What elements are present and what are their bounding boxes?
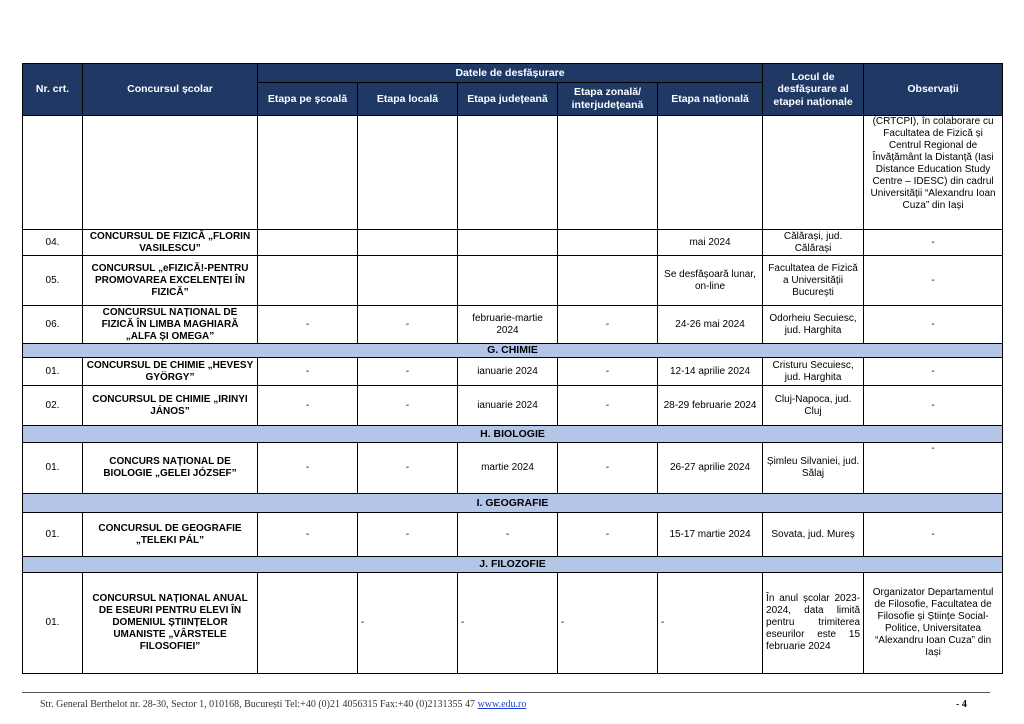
cell-name: CONCURSUL DE CHIMIE „IRINYI JÁNOS”	[83, 386, 258, 426]
cell-locala	[358, 230, 458, 256]
cell-scoala: -	[258, 443, 358, 494]
header-etapa-nationala: Etapa națională	[658, 83, 763, 116]
cell-zonala	[558, 116, 658, 230]
page-prefix: -	[956, 699, 962, 710]
cell-zonala: -	[558, 573, 658, 674]
cell-name: CONCURSUL NAȚIONAL ANUAL DE ESEURI PENTRU ELEVI ÎN DOMENIUL ȘTIINȚELOR UMANISTE „VÂRSTELE FILOSOFIEI”	[83, 573, 258, 674]
cell-scoala	[258, 573, 358, 674]
cell-scoala	[258, 230, 358, 256]
cell-locul: Cluj-Napoca, jud. Cluj	[763, 386, 864, 426]
cell-name: CONCURSUL „eFIZICĂ!-PENTRU PROMOVAREA EXCELENȚEI ÎN FIZICĂ”	[83, 256, 258, 306]
cell-nationala: 15-17 martie 2024	[658, 513, 763, 557]
header-etapa-zonala: Etapa zonală/ interjudețeană	[558, 83, 658, 116]
header-observatii: Observații	[864, 64, 1003, 116]
cell-nationala: 28-29 februarie 2024	[658, 386, 763, 426]
cell-locala: -	[358, 386, 458, 426]
cell-zonala: -	[558, 358, 658, 386]
cell-nr: 01.	[23, 573, 83, 674]
cell-nr	[23, 116, 83, 230]
cell-observatii: (CRTCPI), în colaborare cu Facultatea de Fizică și Centrul Regional de Învățământ la Distanță (Iasi Distance Education Study Centre – IDESC) din cadrul Universității “Alexandru Ioan Cuza” din Iași	[864, 116, 1003, 230]
table-row	[23, 386, 1003, 426]
cell-scoala: -	[258, 306, 358, 344]
table-row	[23, 230, 1003, 256]
cell-locul: Facultatea de Fizică a Universității București	[763, 256, 864, 306]
table-row	[23, 116, 1003, 230]
cell-locul: Cristuru Secuiesc, jud. Harghita	[763, 358, 864, 386]
cell-locala: -	[358, 358, 458, 386]
section-title: H. BIOLOGIE	[23, 426, 1003, 443]
section-header-filozofie	[23, 557, 1003, 573]
cell-locul: Odorheiu Secuiesc, jud. Harghita	[763, 306, 864, 344]
cell-nr: 01.	[23, 513, 83, 557]
cell-name: CONCURSUL DE FIZICĂ „FLORIN VASILESCU”	[83, 230, 258, 256]
cell-name: CONCURS NAȚIONAL DE BIOLOGIE „GELEI JÓZSEF”	[83, 443, 258, 494]
table-row	[23, 256, 1003, 306]
header-etapa-judeteana: Etapa județeană	[458, 83, 558, 116]
table-row	[23, 513, 1003, 557]
cell-nr: 02.	[23, 386, 83, 426]
header-etapa-scoala: Etapa pe școală	[258, 83, 358, 116]
footer-address-text: Str. General Berthelot nr. 28-30, Sector 1, 010168, București Tel:+40 (0)21 4056315 Fax:+40 (0)2131355 47	[40, 699, 476, 710]
cell-judeteana	[458, 256, 558, 306]
cell-zonala: -	[558, 306, 658, 344]
header-etapa-locala: Etapa locală	[358, 83, 458, 116]
header-datele: Datele de desfășurare	[258, 64, 763, 83]
cell-name: CONCURSUL DE CHIMIE „HEVESY GYÖRGY”	[83, 358, 258, 386]
cell-zonala: -	[558, 443, 658, 494]
footer-divider	[22, 692, 990, 693]
cell-judeteana: -	[458, 573, 558, 674]
cell-locala: -	[358, 443, 458, 494]
cell-nationala: mai 2024	[658, 230, 763, 256]
cell-locala: -	[358, 573, 458, 674]
cell-observatii: -	[864, 230, 1003, 256]
cell-nationala: Se desfășoară lunar, on-line	[658, 256, 763, 306]
section-title: J. FILOZOFIE	[23, 557, 1003, 573]
cell-scoala: -	[258, 358, 358, 386]
cell-nr: 01.	[23, 358, 83, 386]
cell-scoala: -	[258, 513, 358, 557]
cell-observatii: -	[864, 386, 1003, 426]
header-locul: Locul de desfășurare al etapei naționale	[763, 64, 864, 116]
cell-scoala	[258, 256, 358, 306]
cell-locul: În anul școlar 2023-2024, data limită pentru trimiterea eseurilor este 15 februarie 2024	[763, 573, 864, 674]
page-number-value: 4	[961, 699, 967, 710]
cell-nr: 06.	[23, 306, 83, 344]
cell-locul: Călărași, jud. Călărași	[763, 230, 864, 256]
cell-locul	[763, 116, 864, 230]
footer-address	[40, 699, 526, 710]
cell-nr: 05.	[23, 256, 83, 306]
header-concurs: Concursul școlar	[83, 64, 258, 116]
cell-observatii: -	[864, 306, 1003, 344]
cell-locul: Șimleu Silvaniei, jud. Sălaj	[763, 443, 864, 494]
cell-observatii: -	[864, 358, 1003, 386]
header-nr: Nr. crt.	[23, 64, 83, 116]
cell-observatii: -	[864, 513, 1003, 557]
cell-zonala: -	[558, 513, 658, 557]
cell-locala: -	[358, 306, 458, 344]
cell-scoala: -	[258, 386, 358, 426]
cell-observatii: Organizator Departamentul de Filosofie, Facultatea de Filosofie și Științe Social-Politice, Universitatea “Alexandru Ioan Cuza” din Iași	[864, 573, 1003, 674]
cell-locul: Sovata, jud. Mureș	[763, 513, 864, 557]
cell-name	[83, 116, 258, 230]
section-header-biologie	[23, 426, 1003, 443]
cell-locala	[358, 256, 458, 306]
cell-nr: 01.	[23, 443, 83, 494]
cell-judeteana	[458, 116, 558, 230]
table-row	[23, 573, 1003, 674]
cell-judeteana	[458, 230, 558, 256]
table-row	[23, 358, 1003, 386]
section-header-chimie	[23, 344, 1003, 358]
cell-nationala: 26-27 aprilie 2024	[658, 443, 763, 494]
cell-zonala	[558, 256, 658, 306]
section-header-geografie	[23, 494, 1003, 513]
cell-nationala	[658, 116, 763, 230]
cell-name: CONCURSUL NAȚIONAL DE FIZICĂ ÎN LIMBA MAGHIARĂ „ALFA ȘI OMEGA”	[83, 306, 258, 344]
cell-observatii: -	[864, 256, 1003, 306]
cell-name: CONCURSUL DE GEOGRAFIE „TELEKI PÁL”	[83, 513, 258, 557]
cell-locala	[358, 116, 458, 230]
table-row	[23, 443, 1003, 494]
cell-scoala	[258, 116, 358, 230]
cell-nationala: -	[658, 573, 763, 674]
cell-zonala	[558, 230, 658, 256]
table-row	[23, 306, 1003, 344]
cell-judeteana: -	[458, 513, 558, 557]
section-title: I. GEOGRAFIE	[23, 494, 1003, 513]
cell-nr: 04.	[23, 230, 83, 256]
cell-nationala: 24-26 mai 2024	[658, 306, 763, 344]
footer-website-link[interactable]: www.edu.ro	[477, 699, 527, 710]
cell-zonala: -	[558, 386, 658, 426]
cell-nationala: 12-14 aprilie 2024	[658, 358, 763, 386]
cell-observatii: -	[864, 443, 1003, 494]
cell-judeteana: ianuarie 2024	[458, 386, 558, 426]
competitions-table	[22, 63, 1003, 674]
cell-judeteana: ianuarie 2024	[458, 358, 558, 386]
cell-judeteana: februarie-martie 2024	[458, 306, 558, 344]
section-title: G. CHIMIE	[23, 344, 1003, 358]
cell-judeteana: martie 2024	[458, 443, 558, 494]
cell-locala: -	[358, 513, 458, 557]
page-number	[956, 699, 967, 710]
